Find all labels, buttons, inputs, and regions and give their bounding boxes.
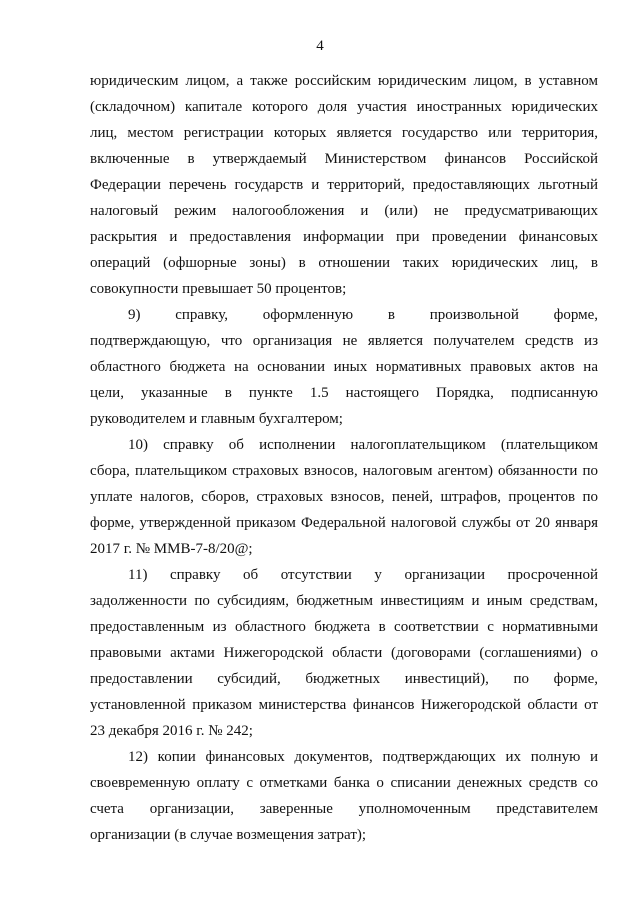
text-line: 12) копии финансовых документов, подтверждающих их полную и: [128, 749, 598, 765]
text-line: 23 декабря 2016 г. № 242;: [90, 723, 253, 739]
text-line: сбора, плательщиком страховых взносов, налоговым агентом) обязанности по: [90, 463, 598, 479]
document-body: [90, 68, 598, 848]
text-line: областного бюджета на основании иных нормативных правовых актов на: [90, 359, 598, 375]
text-line: уплате налогов, сборов, страховых взносов, пеней, штрафов, процентов по: [90, 489, 598, 505]
text-line: руководителем и главным бухгалтером;: [90, 411, 343, 427]
text-line: форме, утвержденной приказом Федеральной налоговой службы от 20 января: [90, 515, 598, 531]
text-line: включенные в утверждаемый Министерством финансов Российской: [90, 151, 598, 167]
text-line: 9) справку, оформленную в произвольной форме,: [128, 307, 598, 323]
text-line: Федерации перечень государств и территорий, предоставляющих льготный: [90, 177, 598, 193]
paragraph-item-11: [90, 562, 598, 744]
paragraph-continuation: [90, 68, 598, 302]
text-line: цели, указанные в пункте 1.5 настоящего Порядка, подписанную: [90, 385, 598, 401]
text-line: предоставленным из областного бюджета в соответствии с нормативными: [90, 619, 598, 635]
page-number: 4: [316, 38, 324, 54]
text-line: задолженности по субсидиям, бюджетным инвестициям и иным средствам,: [90, 593, 598, 609]
text-line: налоговый режим налогообложения и (или) не предусматривающих: [90, 203, 598, 219]
text-line: счета организации, заверенные уполномоченным представителем: [90, 801, 598, 817]
paragraph-item-10: [90, 432, 598, 562]
text-line: раскрытия и предоставления информации при проведении финансовых: [90, 229, 598, 245]
text-line: лиц, местом регистрации которых является государство или территория,: [90, 125, 598, 141]
paragraph-item-12: [90, 744, 598, 848]
text-line: операций (офшорные зоны) в отношении таких юридических лиц, в: [90, 255, 598, 271]
text-line: правовыми актами Нижегородской области (договорами (соглашениями) о: [90, 645, 598, 661]
text-line: предоставлении субсидий, бюджетных инвестиций), по форме,: [90, 671, 598, 687]
text-line: (складочном) капитале которого доля участия иностранных юридических: [90, 99, 598, 115]
text-line: организации (в случае возмещения затрат);: [90, 827, 367, 843]
text-line: 11) справку об отсутствии у организации просроченной: [128, 567, 598, 583]
text-line: 10) справку об исполнении налогоплательщиком (плательщиком: [128, 437, 598, 453]
text-line: 2017 г. № ММВ-7-8/20@;: [90, 541, 253, 557]
text-line: своевременную оплату с отметками банка о списании денежных средств со: [90, 775, 598, 791]
text-line: совокупности превышает 50 процентов;: [90, 281, 347, 297]
text-line: подтверждающую, что организация не является получателем средств из: [90, 333, 598, 349]
paragraph-item-9: [90, 302, 598, 432]
text-line: юридическим лицом, а также российским юридическим лицом, в уставном: [90, 73, 598, 89]
text-line: установленной приказом министерства финансов Нижегородской области от: [90, 697, 598, 713]
